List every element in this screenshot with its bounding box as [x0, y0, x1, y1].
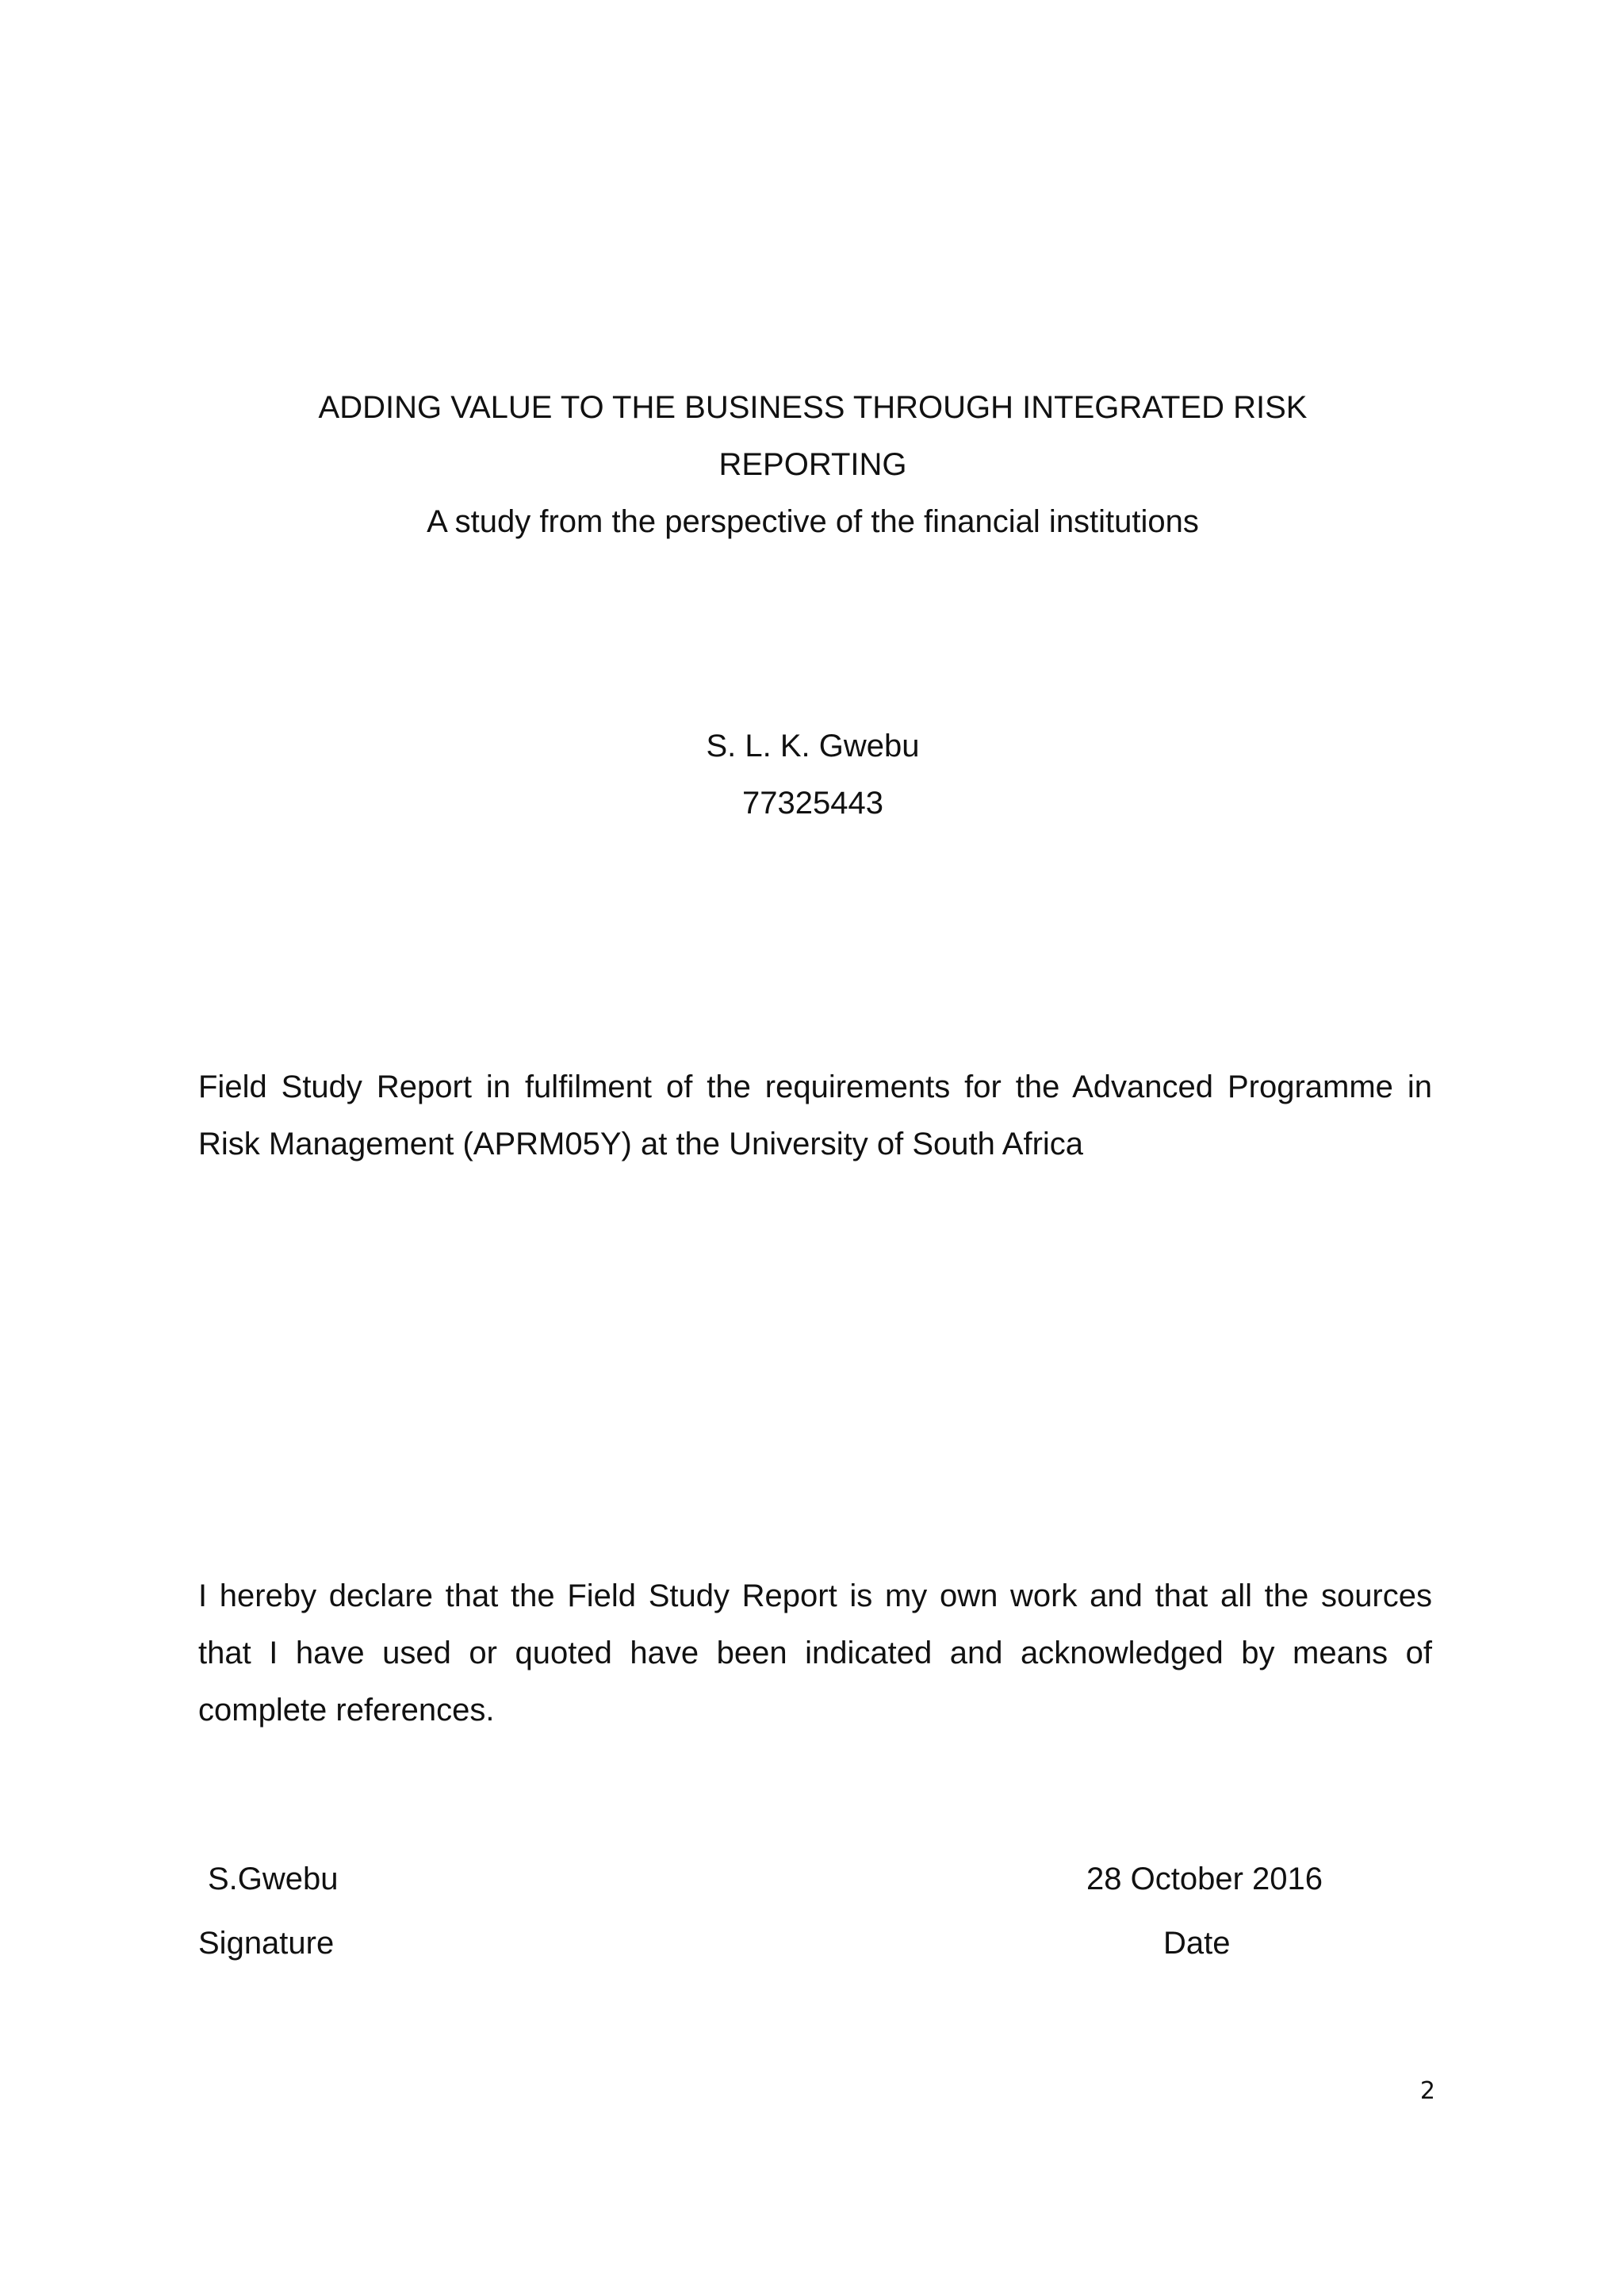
date-label: Date [1163, 1926, 1231, 1961]
title-line-2: REPORTING [718, 447, 907, 482]
date-value: 28 October 2016 [1086, 1862, 1323, 1896]
subtitle: A study from the perspective of the financial institutions [427, 504, 1199, 539]
author-block [198, 718, 1427, 832]
page-number: 2 [1419, 2077, 1435, 2105]
declaration-paragraph: I hereby declare that the Field Study Report is my own work and that all the sources that I have used or quoted have been indicated and acknowledged by means of complete references. [198, 1578, 1432, 1728]
title-line-1: ADDING VALUE TO THE BUSINESS THROUGH INTEGRATED RISK [318, 390, 1308, 425]
report-statement: Field Study Report in fulfilment of the requirements for the Advanced Programme in Risk Management (APRM05Y) at the University of South Africa [198, 1070, 1432, 1161]
signature-value: S.Gwebu [208, 1862, 339, 1896]
title-block [198, 379, 1427, 550]
student-number: 77325443 [742, 786, 883, 821]
author-name: S. L. K. Gwebu [706, 729, 920, 763]
signature-label: Signature [198, 1926, 335, 1961]
